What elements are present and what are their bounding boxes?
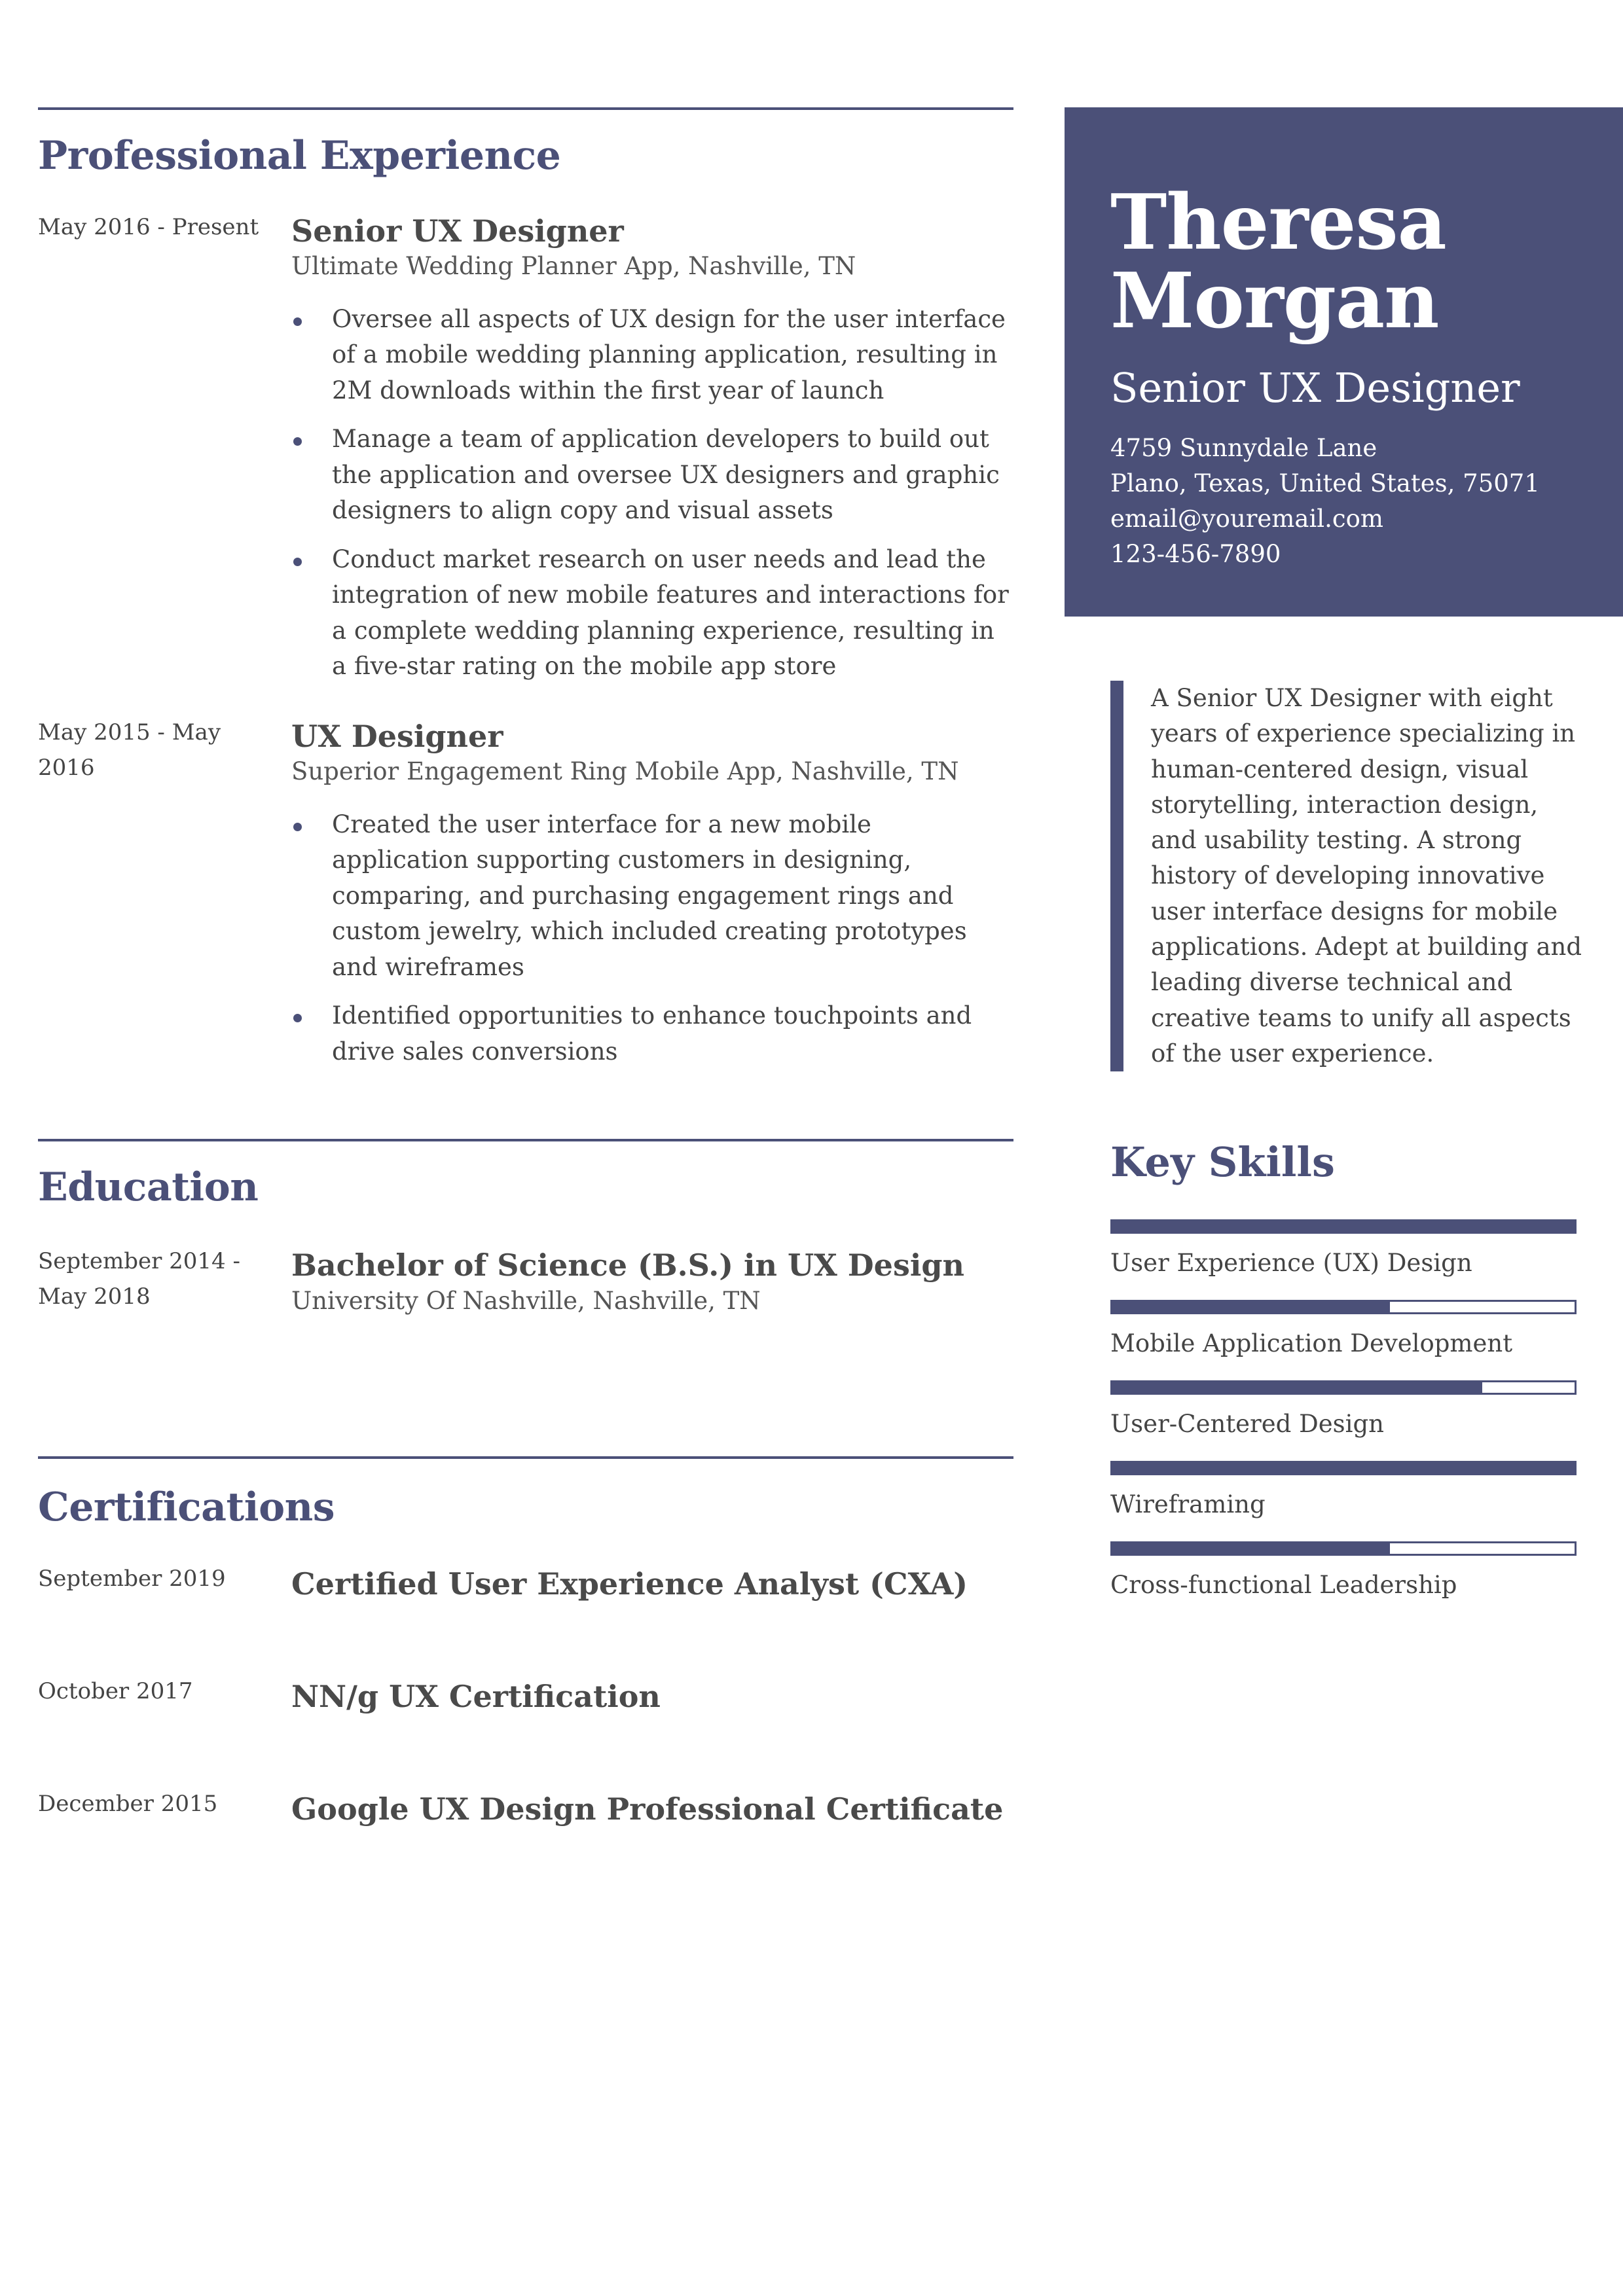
section-title: Education <box>38 1164 259 1211</box>
entry-date: December 2015 <box>38 1791 218 1818</box>
skills-list <box>1110 1219 1577 1600</box>
skill-label: Wireframing <box>1110 1490 1266 1519</box>
certification-name: NN/g UX Certification <box>291 1679 661 1715</box>
certifications-section <box>38 1456 1013 1827</box>
experience-entry <box>38 719 1013 1069</box>
sidebar-column <box>1065 107 1623 1622</box>
entry-date: May 2015 - May 2016 <box>38 719 221 781</box>
phone: 123-456-7890 <box>1110 540 1281 568</box>
job-title: Senior UX Designer <box>291 213 624 249</box>
degree-title: Bachelor of Science (B.S.) in UX Design <box>291 1247 964 1283</box>
skill-bar-fill <box>1112 1543 1390 1554</box>
name-line-2: Morgan <box>1110 257 1439 346</box>
bullet-icon <box>293 823 302 831</box>
entry-date: October 2017 <box>38 1678 193 1705</box>
education-entry <box>38 1247 1013 1318</box>
entry-date: September 2019 <box>38 1566 226 1592</box>
skill-label: Mobile Application Development <box>1110 1329 1513 1358</box>
skills-title: Key Skills <box>1110 1138 1335 1187</box>
skill-bar <box>1110 1380 1577 1395</box>
skill-bar-fill <box>1112 1302 1390 1312</box>
list-item: Conduct market research on user needs and lead the integration of new mobile features and interactions for a complete wedding planning experience, resulting in a five-star rating on the mobile app store <box>291 542 1013 685</box>
email[interactable]: email@youremail.com <box>1110 505 1383 533</box>
skill-bar <box>1110 1461 1577 1475</box>
list-item: Identified opportunities to enhance touchpoints and drive sales conversions <box>291 998 1013 1069</box>
education-section <box>38 1139 1013 1318</box>
skill-item <box>1110 1541 1577 1600</box>
entry-date: May 2016 - Present <box>38 214 259 240</box>
section-divider <box>38 1456 1013 1459</box>
bullet-list <box>291 807 1013 1070</box>
bullet-icon <box>293 317 302 326</box>
section-title: Certifications <box>38 1484 335 1531</box>
job-title: UX Designer <box>291 718 503 754</box>
skill-bar <box>1110 1219 1577 1234</box>
address-line-2: Plano, Texas, United States, 75071 <box>1110 469 1540 497</box>
job-company: Ultimate Wedding Planner App, Nashville, TN <box>291 252 856 281</box>
summary-text: A Senior UX Designer with eight years of experience specializing in human-centered design, visual storytelling, interaction design, and usability testing. A strong history of developing innovative user interface designs for mobile applications. Adept at building and leading diverse technical and creative teams to unify all aspects of the user experience. <box>1110 681 1583 1071</box>
skill-bar-fill <box>1112 1221 1575 1232</box>
skill-label: User-Centered Design <box>1110 1410 1384 1439</box>
bullet-icon <box>293 1014 302 1022</box>
list-item: Created the user interface for a new mobile application supporting customers in designing, comparing, and purchasing engagement rings and custom jewelry, which included creating prototypes and wireframes <box>291 807 1013 986</box>
skill-bar <box>1110 1300 1577 1314</box>
experience-entry <box>38 213 1013 685</box>
skill-bar-fill <box>1112 1382 1482 1393</box>
bullet-list <box>291 302 1013 685</box>
skill-label: Cross-functional Leadership <box>1110 1571 1457 1600</box>
bullet-icon <box>293 558 302 566</box>
certification-name: Google UX Design Professional Certificate <box>291 1791 1004 1827</box>
skill-label: User Experience (UX) Design <box>1110 1249 1472 1278</box>
certification-entry <box>38 1791 1013 1827</box>
bullet-icon <box>293 437 302 446</box>
name-line-1: Theresa <box>1110 178 1446 267</box>
section-title: Professional Experience <box>38 133 561 179</box>
skill-bar-fill <box>1112 1463 1575 1473</box>
section-divider <box>38 107 1013 110</box>
skill-item <box>1110 1219 1577 1278</box>
header-box <box>1065 107 1623 617</box>
job-role: Senior UX Designer <box>1110 364 1520 412</box>
certification-entry <box>38 1566 1013 1679</box>
list-item: Oversee all aspects of UX design for the user interface of a mobile wedding planning application, resulting in 2M downloads within the first year of launch <box>291 302 1013 409</box>
main-column <box>38 107 1013 1828</box>
skill-item <box>1110 1300 1577 1358</box>
entry-date: September 2014 - May 2018 <box>38 1248 240 1310</box>
skill-item <box>1110 1380 1577 1439</box>
contact-info <box>1110 431 1584 572</box>
list-item: Manage a team of application developers to build out the application and oversee UX designers and graphic designers to align copy and visual assets <box>291 422 1013 529</box>
section-divider <box>38 1139 1013 1141</box>
school-name: University Of Nashville, Nashville, TN <box>291 1286 761 1315</box>
skill-item <box>1110 1461 1577 1519</box>
job-company: Superior Engagement Ring Mobile App, Nashville, TN <box>291 757 959 786</box>
address-line-1: 4759 Sunnydale Lane <box>1110 434 1377 462</box>
certification-entry <box>38 1679 1013 1791</box>
skill-bar <box>1110 1541 1577 1556</box>
experience-section <box>38 107 1013 1069</box>
certification-name: Certified User Experience Analyst (CXA) <box>291 1566 968 1602</box>
